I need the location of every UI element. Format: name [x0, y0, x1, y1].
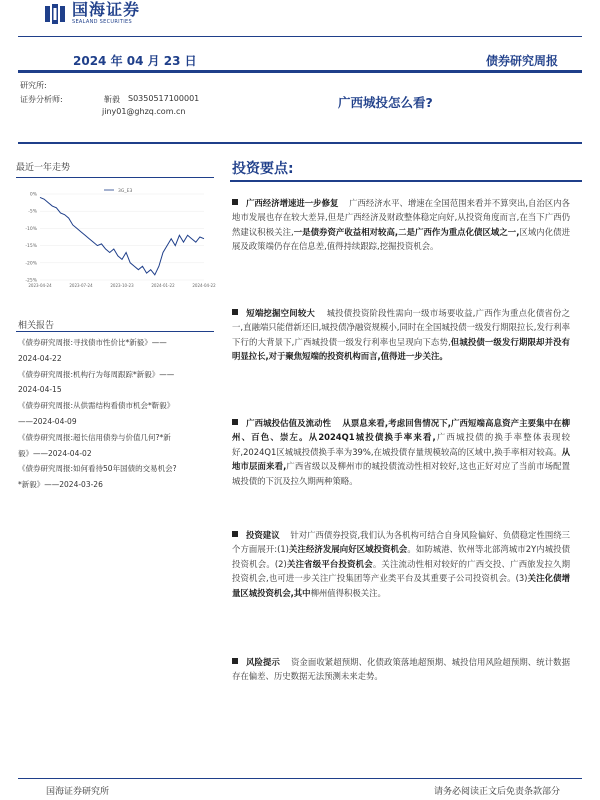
related-list — [18, 335, 214, 493]
report-date: 2024 年 04 月 23 日 — [73, 54, 197, 68]
related-title: 相关报告 — [18, 321, 55, 331]
brand-cn: 国海证券 — [72, 0, 141, 19]
bullet-icon — [232, 419, 238, 425]
trend-title: 最近一年走势 — [16, 163, 71, 173]
x-tick-label: 2023-10-23 — [110, 283, 134, 288]
header-bar — [18, 70, 582, 73]
report-title: 广西城投怎么看? — [338, 95, 433, 110]
y-tick-label: -25% — [25, 278, 37, 284]
related-item[interactable]: 《债券研究周报:寻找债市性价比*新毅》—— 2024-04-22 — [18, 338, 167, 363]
related-item[interactable]: 《债券研究周报:从供需结构看债市机会*靳毅》 ——2024-04-09 — [18, 401, 175, 426]
brand-en: SEALAND SECURITIES — [72, 19, 132, 25]
trend-section — [16, 160, 214, 178]
paragraph-recommendation: 投资建议 针对广西债券投资,我们认为各机构可结合自身风险偏好、负债稳定性围绕三个方面展开:(1)关注经济发展向好区域投资机会。如防城港、钦州等北部湾城市2Y内城投债投资机会。(2)关注省级平台投资机会。关注流动性相对较好的广西交投、广西旅发拉久期投资机会,也可进一步关注广投集团等产业类平台及其重要子公司投资机会。(3)关注化债增量区城投资机会,其中柳州值得积极关注。 — [232, 530, 571, 598]
bullet-icon — [232, 658, 238, 664]
footer-rule — [18, 778, 582, 779]
paragraph-short-end: 短端挖掘空间较大 城投债投资阶段性需向一级市场要收益,广西作为重点化债省份之一,直融端只能借新还旧,城投债净融资规模小,同时在全国城投债一级发行期限拉长,发行利率下行的大背景下,广西城投债一级发行利率也呈现向下态势,但城投债一级发行期限却并没有明显拉长,对于聚焦短端的投资机构而言,值得进一步关注。 — [232, 308, 571, 362]
x-tick-label: 2023-04-24 — [28, 283, 52, 288]
analyst-role: 证券分析师: — [20, 95, 63, 104]
paragraph-risk: 风险提示 资金面收紧超预期、化债政策落地超预期、城投信用风险超预期、统计数据存在偏差、历史数据无法预测未来走势。 — [232, 657, 571, 682]
bullet-icon — [232, 531, 238, 537]
related-item[interactable]: 《债券研究周报:如何看待50年国债的交易机会? *新毅》——2024-03-26 — [18, 464, 177, 490]
footer-institute: 国海证券研究所 — [46, 787, 110, 797]
y-tick-label: 0% — [29, 192, 37, 198]
x-tick-label: 2023-07-24 — [69, 283, 93, 288]
y-tick-label: -20% — [25, 261, 37, 267]
paragraph-valuation: 广西城投估值及流动性 从票息来看,考虑回售情况下,广西短端高息资产主要集中在柳州、百色、崇左。从2024Q1城投债换手率来看,广西城投债的换手率整体表现较好,2024Q1区城城投债换手率为39%,在城投债存量规模较高的区域中,换手率相对较高。从地市层面来看,广西省级以及柳州市的城投债流动性相对较好,这也正好对应了当前市场配置城投债的下沉及拉久期两种策略。 — [232, 418, 571, 486]
bullet-icon — [232, 199, 238, 205]
section-divider — [18, 142, 582, 144]
related-item[interactable]: 《债券研究周报:机构行为每周跟踪*新毅》—— 2024-04-15 — [18, 369, 175, 395]
paragraph-economy: 广西经济增速进一步修复 广西经济水平、增速在全国范围来看并不算突出,自治区内各地市发展也存在较大差异,但是广西经济及财政整体稳定向好,从投资角度而言,在当下广西仍然建议积极关注,一是债券资产收益相对较高,二是广西作为重点化债区域之一,区域内化债进展及政策端仍存在信息差,值得持续跟踪,挖掘投资机会。 — [232, 198, 570, 252]
bullet-icon — [232, 309, 238, 315]
analyst-name: 靳毅 — [104, 95, 120, 104]
report-category: 债券研究周报 — [485, 54, 558, 68]
company-logo — [44, 2, 140, 25]
analyst-cert: S0350517100001 — [128, 94, 200, 103]
logo-mark-icon — [44, 3, 66, 25]
legend-label: 3G_E3 — [118, 189, 133, 194]
key-points-title: 投资要点: — [232, 161, 294, 177]
y-tick-label: -10% — [25, 226, 37, 232]
footer-disclaimer: 请务必阅读正文后免责条款部分 — [433, 787, 560, 797]
trend-chart — [18, 182, 216, 294]
key-points-rule — [230, 180, 582, 182]
related-rule — [16, 331, 214, 332]
analyst-email[interactable]: jiny01@ghzq.com.cn — [102, 107, 186, 116]
trend-line — [40, 197, 204, 274]
y-tick-label: -5% — [28, 209, 37, 215]
related-item[interactable]: 《债券研究周报:超长信用债券与价值几何?*新 毅》——2024-04-02 — [18, 432, 171, 458]
header-rule — [18, 36, 582, 37]
trend-rule — [16, 177, 214, 178]
x-tick-label: 2024-01-22 — [151, 283, 175, 288]
institute-label: 研究所: — [20, 81, 47, 90]
y-tick-label: -15% — [25, 244, 37, 250]
x-tick-label: 2024-04-22 — [192, 283, 216, 288]
